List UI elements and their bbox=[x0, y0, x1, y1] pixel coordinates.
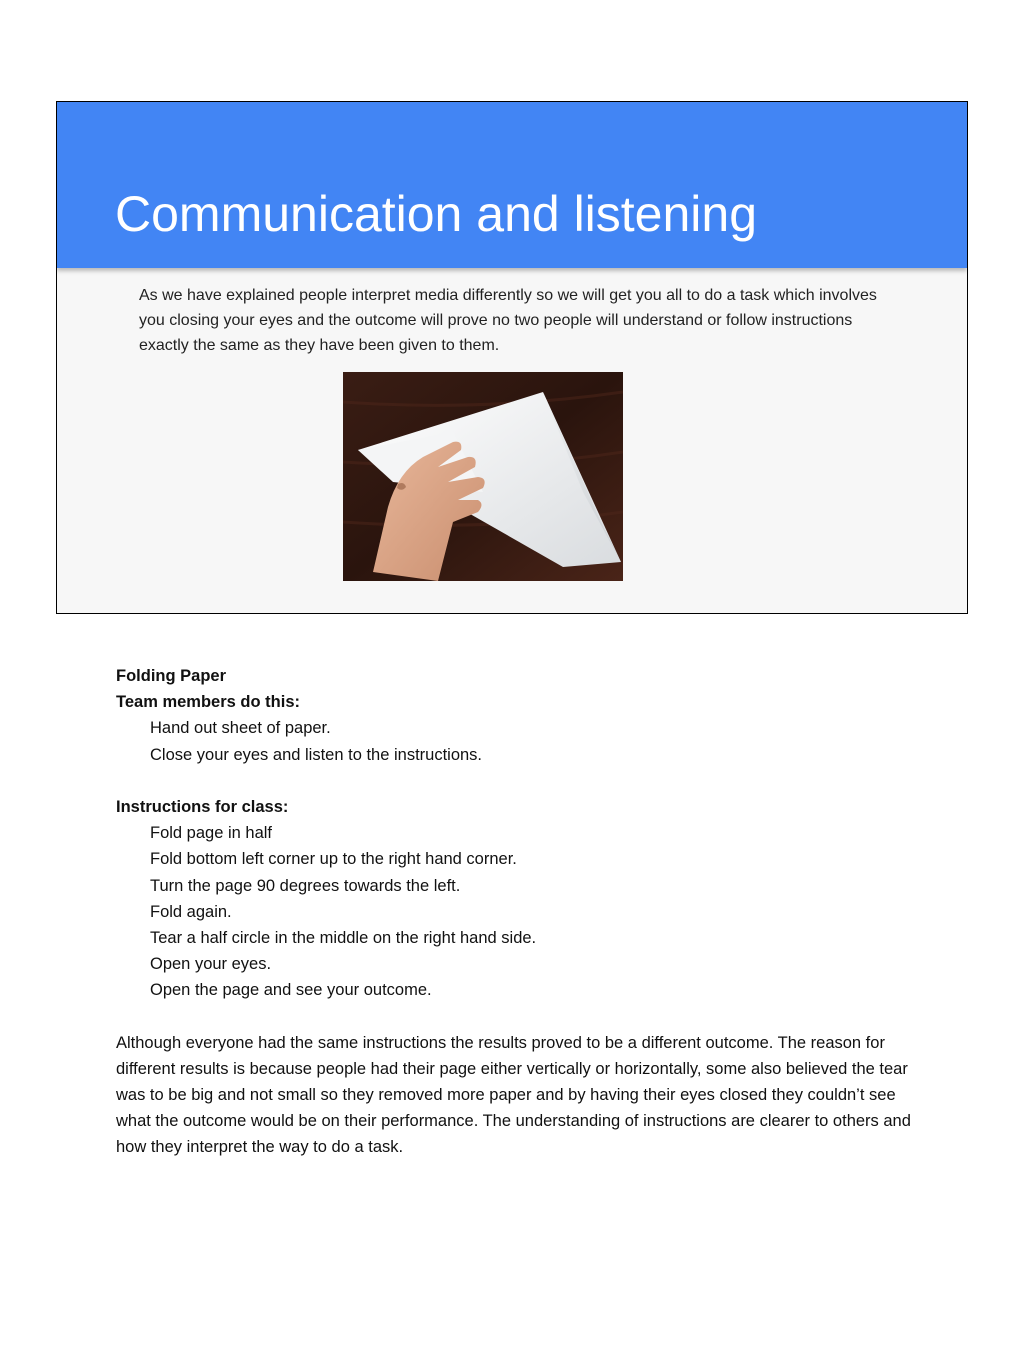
team-step: Close your eyes and listen to the instructions. bbox=[150, 745, 483, 764]
conclusion-paragraph: Although everyone had the same instructions the results proved to be a different outcome. The reason for different results is because people had their page either vertically or horizontally, some also believed the tear was to be big and not small so they removed more paper and by having their eyes closed they couldn’t see what the outcome would be on their performance. The understanding of instructions are clearer to others and how they interpret the way to do a task. bbox=[116, 1033, 911, 1157]
slide-body-text: As we have explained people interpret media differently so we will get you all to do a task which involves you closing your eyes and the outcome will prove no two people will understand or follow instructions exactly the same as they have been given to them. bbox=[139, 287, 877, 354]
slide-header-bar bbox=[57, 102, 967, 268]
paper-folding-photo bbox=[343, 372, 623, 581]
team-members-heading: Team members do this: bbox=[116, 693, 300, 712]
embedded-slide bbox=[56, 101, 968, 614]
class-step: Fold again. bbox=[150, 902, 232, 921]
class-instructions-heading: Instructions for class: bbox=[116, 797, 289, 816]
class-step: Tear a half circle in the middle on the right hand side. bbox=[150, 928, 537, 947]
class-step: Fold bottom left corner up to the right hand corner. bbox=[150, 850, 517, 869]
class-step: Fold page in half bbox=[150, 824, 273, 843]
class-step: Open your eyes. bbox=[150, 955, 272, 974]
team-step: Hand out sheet of paper. bbox=[150, 719, 331, 738]
class-step: Open the page and see your outcome. bbox=[150, 981, 432, 1000]
section-heading: Folding Paper bbox=[116, 667, 227, 685]
spacer bbox=[116, 768, 916, 794]
class-step: Turn the page 90 degrees towards the left. bbox=[150, 876, 461, 895]
slide-title: Communication and listening bbox=[115, 186, 758, 242]
spacer bbox=[116, 1003, 916, 1029]
document-body bbox=[116, 663, 916, 1161]
